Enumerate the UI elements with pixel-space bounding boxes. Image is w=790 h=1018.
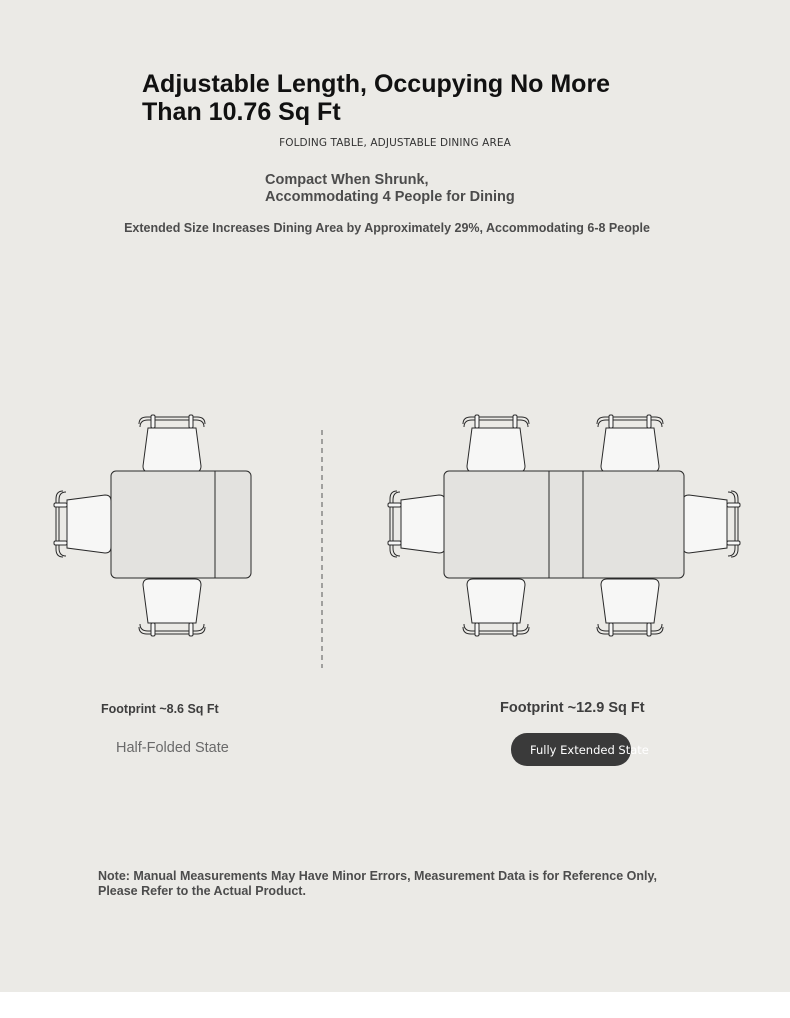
chair-icon [139, 415, 205, 472]
chair-icon [54, 491, 111, 557]
chair-icon [597, 415, 663, 472]
chair-icon [597, 579, 663, 636]
chair-icon [683, 491, 740, 557]
compact-caption [265, 172, 515, 206]
page-title: Adjustable Length, Occupying No More Than 10.76 Sq Ft [142, 70, 611, 126]
chair-icon [463, 579, 529, 636]
measurement-note: Note: Manual Measurements May Have Minor Errors, Measurement Data is for Reference Only, Please Refer to the Actual Product. [98, 869, 657, 898]
half-folded-state-label: Half-Folded State [116, 740, 229, 756]
extended-state-label: Fully Extended State [530, 743, 649, 757]
chair-icon [463, 415, 529, 472]
subtitle: FOLDING TABLE, ADJUSTABLE DINING AREA [279, 137, 511, 149]
footprint-label-extended: Footprint ~12.9 Sq Ft [500, 700, 645, 716]
chair-icon [139, 579, 205, 636]
folded-table-icon [111, 471, 251, 578]
right-plan [388, 415, 740, 636]
footprint-label-half-folded: Footprint ~8.6 Sq Ft [101, 702, 219, 716]
extended-state-badge [511, 733, 649, 766]
floor-plan-illustration [0, 400, 790, 680]
chair-icon [388, 491, 445, 557]
compact-caption-line-2: Accommodating 4 People for Dining [265, 189, 515, 205]
extended-table-icon [444, 471, 684, 578]
left-plan [54, 415, 251, 636]
extended-caption: Extended Size Increases Dining Area by Approximately 29%, Accommodating 6-8 People [124, 221, 650, 235]
compact-caption-line-1: Compact When Shrunk, [265, 172, 429, 188]
